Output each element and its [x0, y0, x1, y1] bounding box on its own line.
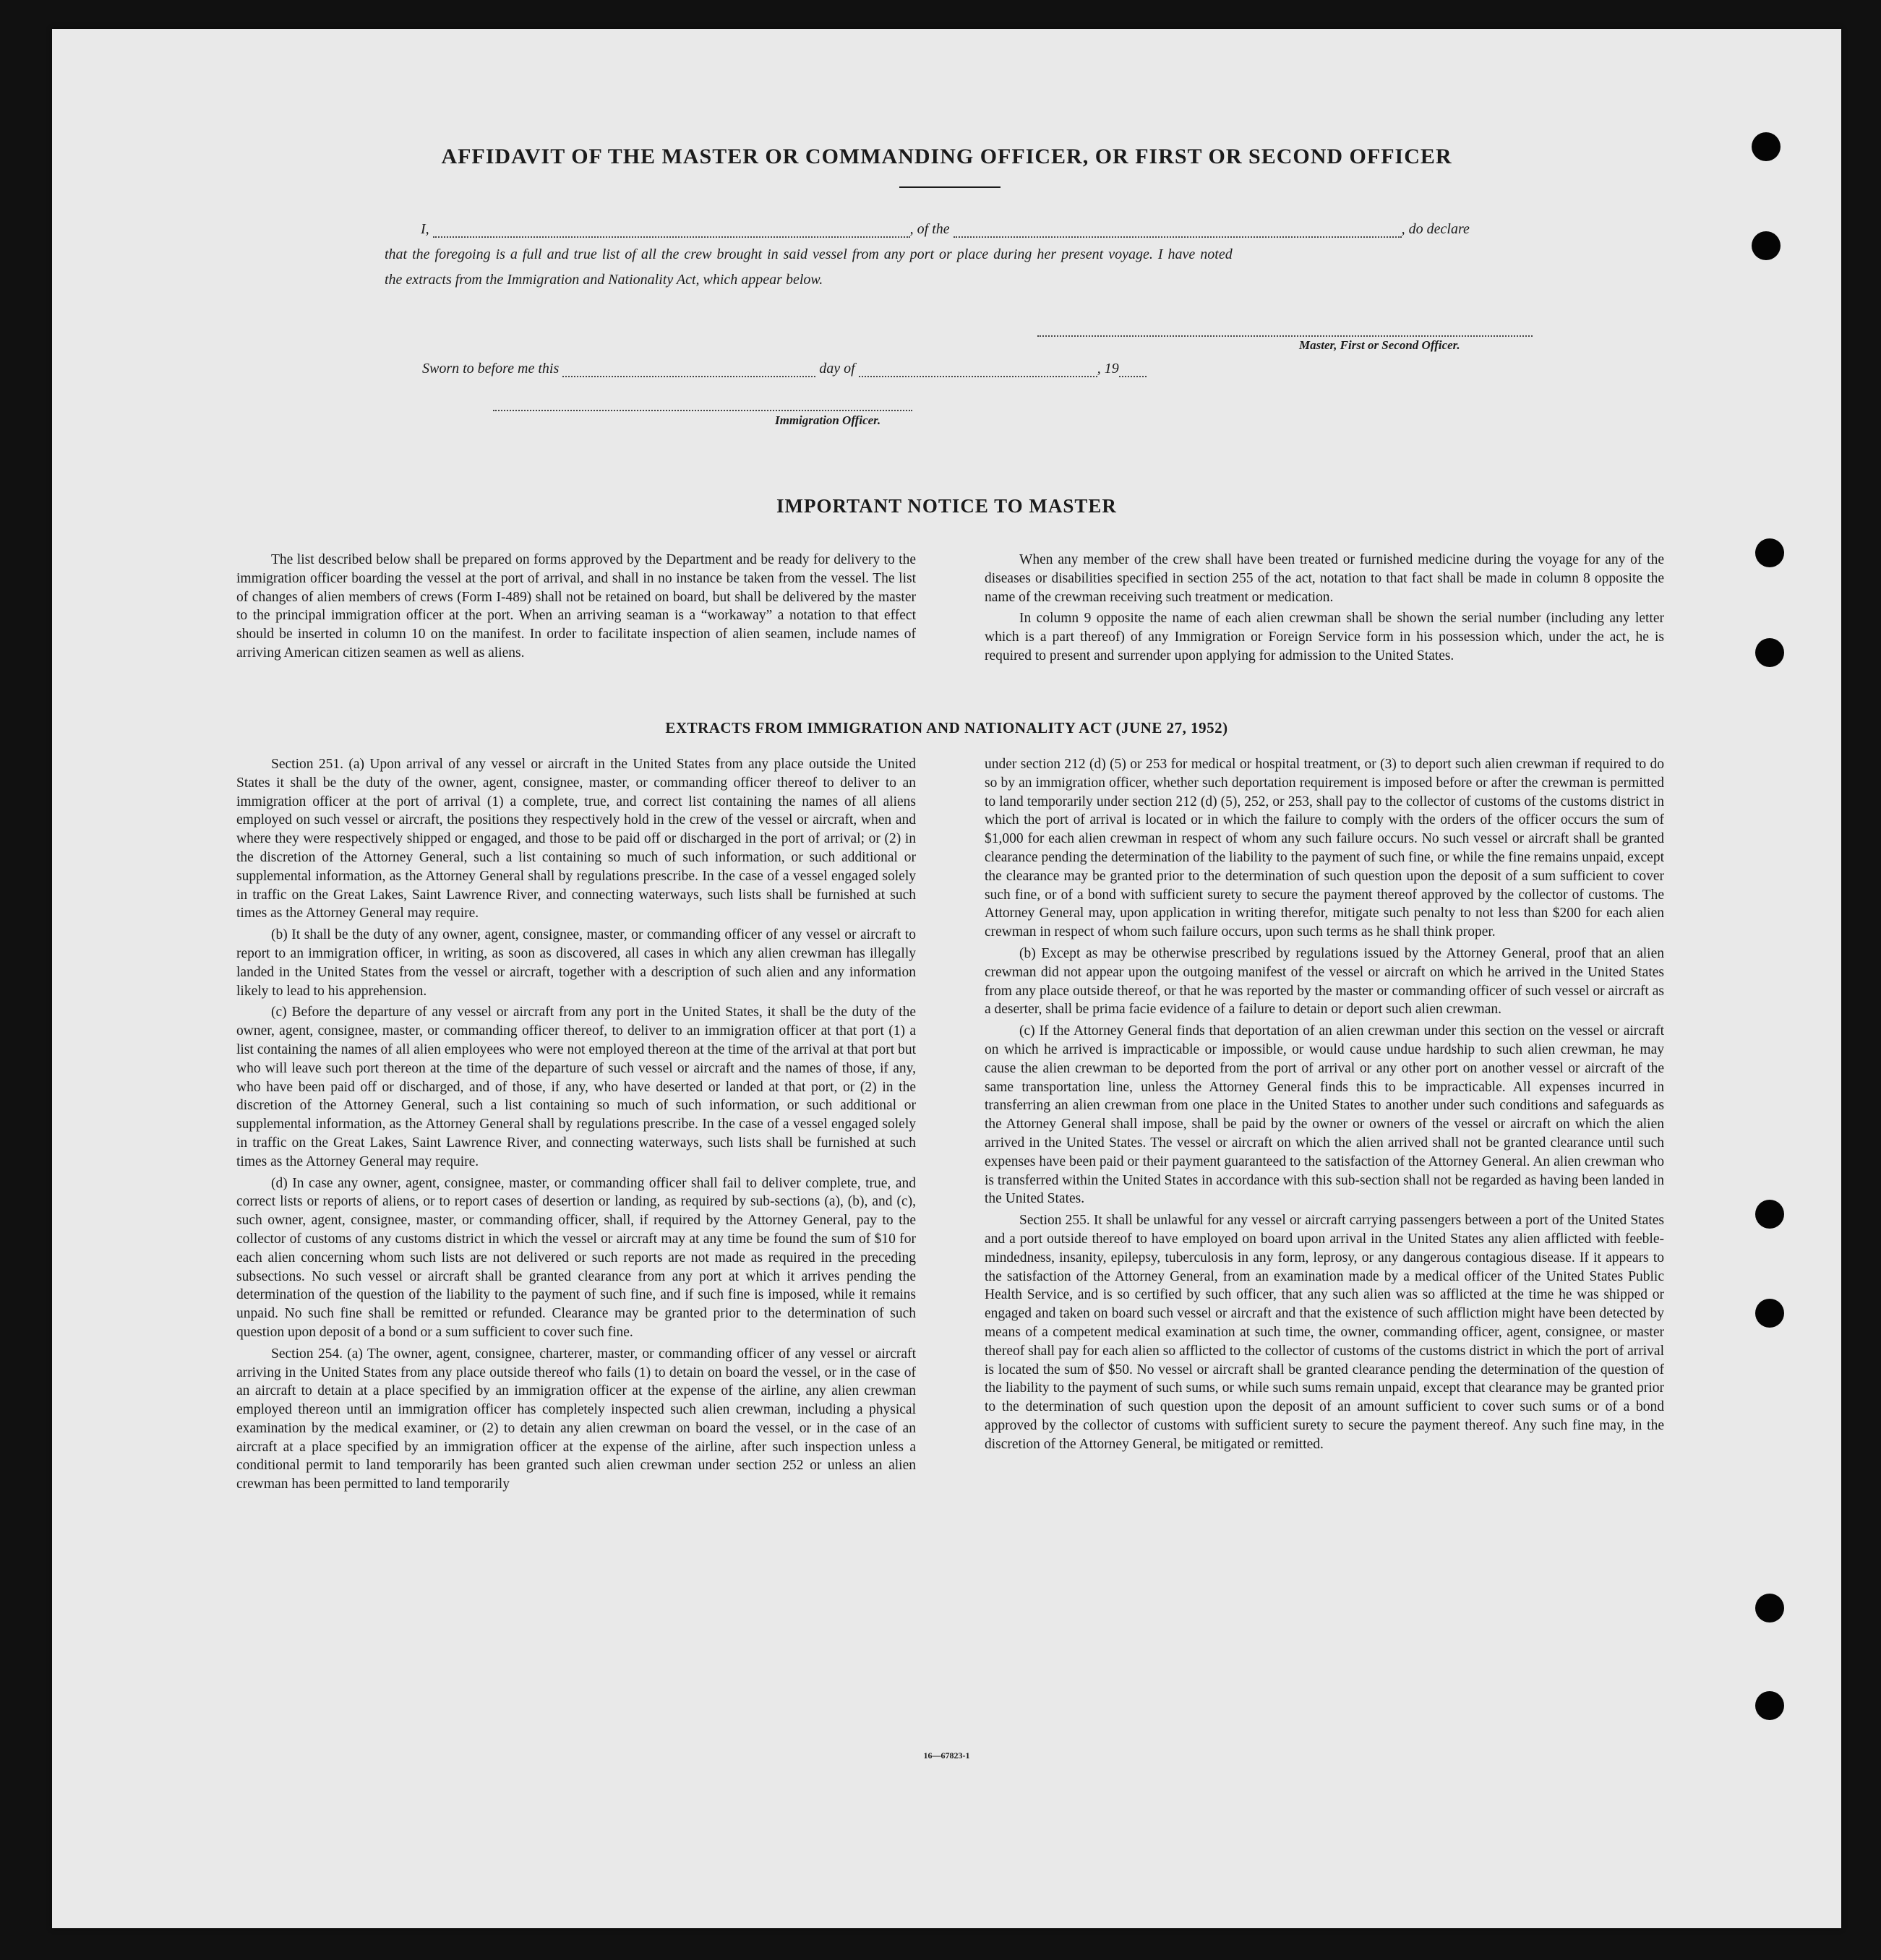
document-page [52, 29, 1841, 1928]
year-label: , 19 [1097, 361, 1119, 377]
declaration-i-label: I, [421, 221, 429, 237]
sworn-day-blank[interactable] [562, 361, 815, 377]
section-254-b: (b) Except as may be otherwise prescribed by regulations issued by the Attorney General, proof that an alien crewman did not appear upon the outgoing manifest of the vessel or aircraft on which he arrived in the United States from any place outside thereof, or that he was reported by the master or commanding officer of such vessel or aircraft as a deserter, shall be prima facie evidence of a failure to detain or deport such alien crewman. [985, 945, 1664, 1018]
immigration-officer-signature-line[interactable] [493, 410, 912, 411]
binder-hole [1755, 1200, 1784, 1229]
notice-title: IMPORTANT NOTICE TO MASTER [776, 495, 1117, 517]
declaration-line-1 [421, 221, 1595, 238]
notice-right-paragraph-1: When any member of the crew shall have been treated or furnished medicine during the voyage for any of the diseases or disabilities specified in section 255 of the act, notation to that fact shall be made in column 8 opposite the name of the crewman receiving such treatment or medication. [985, 552, 1664, 605]
extracts-right-column [985, 755, 1664, 1456]
declaration-of-the-label: , of the [909, 221, 950, 237]
section-254-a-continued: under section 212 (d) (5) or 253 for medical or hospital treatment, or (3) to deport such alien crewman if required to do so by an immigration officer, whether such deportation requirement is imposed before or after the crewman is permitted to land temporarily under section 212 (d) (5), 252, or 253, shall pay to the collector of customs of the customs district in which the port of arrival is located or in which the failure to comply with the orders of the officer occurs the sum of $1,000 for each alien crewman in respect of whom any such failure occurs. No such vessel or aircraft shall be granted clearance pending the determination of the liability to the payment of such fine, or while the fine remains unpaid, except the clearance may be granted prior to the determination of such question upon the deposit of a sum sufficient to cover such fine, or of a bond with sufficient surety to secure the payment thereof approved by the collector of customs. The Attorney General may, upon application in writing therefor, mitigate such penalty to not less than $200 for each alien crewman in respect of whom such failure occurs, upon such terms as he shall think proper. [985, 757, 1664, 940]
notice-right-column [985, 551, 1664, 669]
section-251-c: (c) Before the departure of any vessel or aircraft from any port in the United States, it shall be the duty of the owner, agent, consignee, master, or commanding officer thereof, to deliver to an immigration officer at that port (1) a list containing the names of all alien employees who were not employed thereon at the time of the arrival at that port but who will leave such port thereon at the time of the departure of such vessel or aircraft and the names of those, if any, who have been paid off or discharged, and of those, if any, who have deserted or landed at that port, or (2) in the discretion of the Attorney General, such a list containing so much of such information, or such additional or supplemental information, as the Attorney General shall by regulations prescribe. In the case of a vessel engaged solely in traffic on the Great Lakes, Saint Lawrence River, and connecting waterways, such lists shall be furnished at such times as the Attorney General may require. [236, 1005, 916, 1169]
master-signature-line[interactable] [1037, 335, 1533, 337]
binder-hole [1755, 1299, 1784, 1328]
extracts-left-column [236, 755, 916, 1497]
section-251-a: Section 251. (a) Upon arrival of any vessel or aircraft in the United States from any place outside the United States it shall be the duty of the owner, agent, consignee, master, or commanding officer thereof to deliver to an immigration officer at the port of arrival (1) a complete, true, and correct list containing the names of all aliens employed on such vessel or aircraft, the positions they respectively hold in the crew of the vessel or aircraft, when and where they were respectively shipped or engaged, and those to be paid off or discharged in the port of arrival; or (2) in the discretion of the Attorney General, such a list containing so much of such information, or such additional or supplemental information, as the Attorney General shall by regulations prescribe. In the case of a vessel engaged solely in traffic on the Great Lakes, Saint Lawrence River, and connecting waterways, such lists shall be furnished at such times as the Attorney General may require. [236, 757, 916, 921]
name-blank[interactable] [433, 222, 910, 238]
binder-hole [1755, 1691, 1784, 1720]
title-underline [899, 186, 1001, 188]
section-255: Section 255. It shall be unlawful for any vessel or aircraft carrying passengers between a port of the United States and a port outside thereof to have employed on board upon arrival in the United States any alien afflicted with feeble-mindedness, insanity, epilepsy, tuberculosis in any form, leprosy, or any dangerous contagious disease. If it appears to the satisfaction of the Attorney General, from an examination made by a medical officer of the United States Public Health Service, and is so certified by such officer, that any such alien was so afflicted at the time he was shipped or engaged and taken on board such vessel or aircraft and that the existence of such affliction might have been detected by means of a competent medical examination at such time, the owner, commanding officer, agent, consignee, or master thereof shall pay for each alien so afflicted to the collector of customs of the customs district in which the port of arrival is located the sum of $50. No vessel or aircraft shall be granted clearance pending the determination of the question of the liability to the payment of such sums, or while such sums remain unpaid, except that clearance may be granted prior to the determination of such question upon the deposit of an amount sufficient to cover such sums or of a bond approved by the collector of customs with sufficient surety to secure the payment thereof. Any such fine may, in the discretion of the Attorney General, be mitigated or remitted. [985, 1213, 1664, 1452]
sworn-line [422, 361, 1362, 377]
binder-hole [1752, 132, 1781, 161]
notice-left-paragraph: The list described below shall be prepared on forms approved by the Department and be ready for delivery to the immigration officer boarding the vessel at the port of arrival, and shall in no instance be taken from the vessel. The list of changes of alien members of crews (Form I-489) shall not be retained on board, but shall be delivered by the master to the principal immigration officer at the port. When an arriving seaman is a “workaway” a notation to that effect should be inserted in column 10 on the manifest. In order to facilitate inspection of alien seamen, include names of arriving American citizen seamen as well as aliens. [236, 552, 916, 661]
notice-right-paragraph-2: In column 9 opposite the name of each alien crewman shall be shown the serial number (including any letter which is a part thereof) of any Immigration or Foreign Service form in his possession which, under the act, he is required to present and surrender upon applying for admission to the United States. [985, 611, 1664, 663]
declaration-line-2: that the foregoing is a full and true list of all the crew brought in said vessel from any port or place during her present voyage. I have noted [385, 246, 1233, 262]
sworn-label: Sworn to before me this [422, 361, 560, 377]
master-signature-label: Master, First or Second Officer. [1299, 338, 1460, 352]
binder-hole [1752, 231, 1781, 260]
binder-hole [1755, 538, 1784, 567]
form-code: 16—67823-1 [923, 1750, 970, 1761]
notice-left-column [236, 551, 916, 666]
day-of-label: day of [819, 361, 855, 377]
section-254-c: (c) If the Attorney General finds that deportation of an alien crewman under this section on the vessel or aircraft on which he arrived is impracticable or impossible, or would cause undue hardship to such alien crewman, he may cause the alien crewman to be deported from the port of arrival or any other port on another vessel or aircraft of the same transportation line, unless the Attorney General finds this to be impracticable. All expenses incurred in transferring an alien crewman from one place in the United States to another under such conditions and safeguards as the Attorney General shall impose, shall be paid by the owner or owners of the vessel or aircraft on which the alien arrived in the United States. The vessel or aircraft on which the alien arrived shall not be granted clearance until such expenses have been paid or their payment guaranteed to the satisfaction of the Attorney General. An alien crewman who is transferred within the United States in accordance with this sub-section shall not be regarded as having been landed in the United States. [985, 1023, 1664, 1207]
declaration-line-3: the extracts from the Immigration and Nationality Act, which appear below. [385, 272, 823, 288]
sworn-year-blank[interactable] [1119, 361, 1147, 377]
binder-hole [1755, 1594, 1784, 1622]
binder-hole [1755, 638, 1784, 667]
sworn-month-blank[interactable] [859, 361, 1097, 377]
vessel-blank[interactable] [954, 222, 1402, 238]
section-251-d: (d) In case any owner, agent, consignee, master, or commanding officer shall fail to deliver complete, true, and correct lists or reports of aliens, or to report cases of desertion or landing, as required by sub-sections (a), (b), and (c), such owner, agent, consignee, master, or commanding officer, shall, if required by the Attorney General, pay to the collector of customs of any customs district in which the vessel or aircraft may at any time be found the sum of $10 for each alien concerning whom such lists are not delivered or such reports are not made as required in the preceding subsections. No such vessel or aircraft shall be granted clearance from any port at which it arrives pending the determination of the question of the liability to the payment of such fine, and if such fine is imposed, while it remains unpaid. No such fine shall be remitted or refunded. Clearance may be granted prior to the determination of such question upon deposit of a bond or a sum sufficient to cover such fine. [236, 1175, 916, 1340]
declaration-declare-label: , do declare [1401, 221, 1470, 237]
immigration-officer-label: Immigration Officer. [775, 413, 881, 427]
section-251-b: (b) It shall be the duty of any owner, agent, consignee, master, or commanding officer of any vessel or aircraft to report to an immigration officer, in writing, as soon as discovered, all cases in which any alien crewman has illegally landed in the United States from the vessel or aircraft, together with a description of such alien and any information likely to lead to his apprehension. [236, 927, 916, 999]
extracts-title: EXTRACTS FROM IMMIGRATION AND NATIONALITY ACT (JUNE 27, 1952) [665, 719, 1228, 736]
affidavit-title: AFFIDAVIT OF THE MASTER OR COMMANDING OFFICER, OR FIRST OR SECOND OFFICER [441, 145, 1452, 168]
section-254-a: Section 254. (a) The owner, agent, consignee, charterer, master, or commanding officer of any vessel or aircraft arriving in the United States from any place outside thereof who fails (1) to detain on board the vessel, or in the case of an aircraft to detain at a place specified by an immigration officer at the expense of the airline, any alien crewman employed thereon until an immigration officer has completely inspected such alien crewman, including a physical examination by the medical examiner, or (2) to detain any alien crewman on board the vessel, or in the case of an aircraft at a place specified by an immigration officer at the expense of the airline, after such inspection unless a conditional permit to land temporarily has been granted such alien crewman under section 252 or unless an alien crewman has been permitted to land temporarily [236, 1346, 916, 1492]
